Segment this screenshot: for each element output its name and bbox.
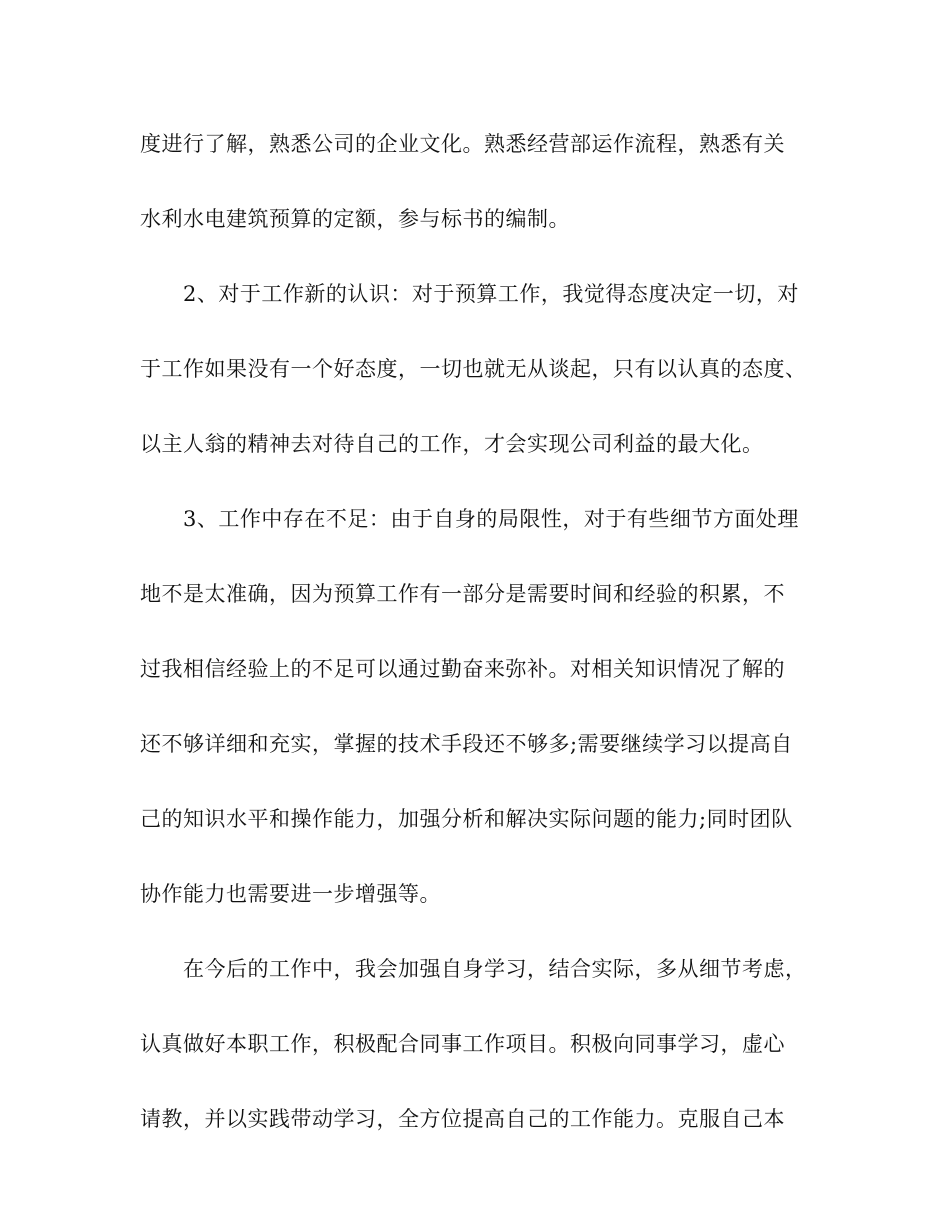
- text-line: 还不够详细和充实，掌握的技术手段还不够多;需要继续学习以提高自: [140, 732, 793, 756]
- paragraph-start-line: 2、对于工作新的认识：对于预算工作，我觉得态度决定一切，对: [183, 282, 799, 306]
- text-line: 认真做好本职工作，积极配合同事工作项目。积极向同事学习，虚心: [140, 1032, 785, 1056]
- text-line: 水利水电建筑预算的定额，参与标书的编制。: [140, 207, 570, 231]
- text-line: 己的知识水平和操作能力，加强分析和解决实际问题的能力;同时团队: [140, 807, 793, 831]
- text-line: 度进行了解，熟悉公司的企业文化。熟悉经营部运作流程，熟悉有关: [140, 132, 785, 156]
- paragraph-start-line: 3、工作中存在不足：由于自身的局限性，对于有些细节方面处理: [183, 507, 799, 531]
- text-line: 过我相信经验上的不足可以通过勤奋来弥补。对相关知识情况了解的: [140, 657, 785, 681]
- text-line: 于工作如果没有一个好态度，一切也就无从谈起，只有以认真的态度、: [140, 357, 807, 381]
- paragraph-start-line: 在今后的工作中，我会加强自身学习，结合实际，多从细节考虑，: [183, 957, 807, 981]
- text-line: 请教，并以实践带动学习，全方位提高自己的工作能力。克服自己本: [140, 1107, 785, 1131]
- text-line: 以主人翁的精神去对待自己的工作，才会实现公司利益的最大化。: [140, 432, 764, 456]
- text-line: 地不是太准确，因为预算工作有一部分是需要时间和经验的积累，不: [140, 582, 785, 606]
- text-line: 协作能力也需要进一步增强等。: [140, 882, 441, 906]
